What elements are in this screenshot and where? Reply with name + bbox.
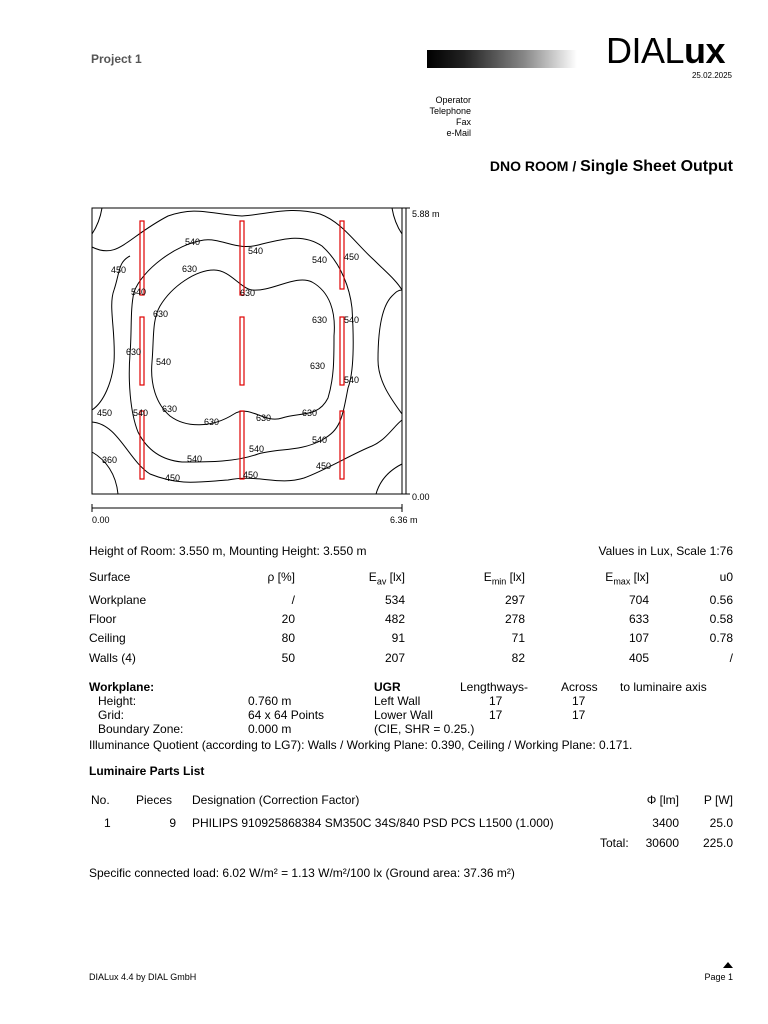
contour-label: 630 <box>162 404 178 414</box>
ugr-left-length: 17 <box>489 694 503 708</box>
parts-heading: Luminaire Parts List <box>89 764 205 778</box>
project-name: Project 1 <box>91 52 142 66</box>
contour-label: 450 <box>344 252 360 262</box>
ugr-lower-length: 17 <box>489 708 503 722</box>
workplane-grid-value: 64 x 64 Points <box>248 708 325 722</box>
contour-label: 450 <box>111 265 127 275</box>
vertical-dimension <box>402 208 410 494</box>
contour-label: 540 <box>344 375 360 385</box>
col-rho: ρ [%] <box>267 570 295 584</box>
contour-label: 630 <box>310 361 326 371</box>
boundary-zone-label: Boundary Zone: <box>98 722 184 736</box>
contour-label: 630 <box>153 309 169 319</box>
surface-name: Floor <box>89 612 117 626</box>
parts-col-power: P [W] <box>703 793 733 807</box>
workplane-grid-label: Grid: <box>98 708 125 722</box>
ugr-lower-across: 17 <box>572 708 586 722</box>
parts-power: 25.0 <box>709 816 733 830</box>
contour-label: 630 <box>182 264 198 274</box>
page-up-arrow-icon[interactable] <box>723 962 733 968</box>
luminaire <box>340 411 344 479</box>
parts-designation: PHILIPS 910925868384 SM350C 34S/840 PSD PCS L1500 (1.000) <box>192 816 554 830</box>
logo-light: DIAL <box>606 30 685 71</box>
parts-pieces: 9 <box>169 816 176 830</box>
contour-label: 450 <box>165 473 181 483</box>
surface-rho: 20 <box>281 612 295 626</box>
contour-label: 450 <box>243 470 259 480</box>
ugr-across: Across <box>561 680 598 694</box>
surface-rho: 80 <box>281 631 295 645</box>
workplane-height-value: 0.760 m <box>248 694 292 708</box>
contour-label: 540 <box>187 454 203 464</box>
ugr-lengthways: Lengthways- <box>460 680 529 694</box>
contour-label: 540 <box>131 287 147 297</box>
title-output: Single Sheet Output <box>580 158 733 175</box>
ugr-cie: (CIE, SHR = 0.25.) <box>374 722 475 736</box>
parts-total-power: 225.0 <box>702 836 733 850</box>
parts-col-designation: Designation (Correction Factor) <box>192 793 360 807</box>
contour-label: 540 <box>133 408 149 418</box>
workplane-heading: Workplane: <box>89 680 155 694</box>
surface-name: Ceiling <box>89 631 126 645</box>
surface-name: Walls (4) <box>89 651 136 665</box>
surface-emin: 71 <box>511 631 525 645</box>
parts-total-flux: 30600 <box>645 836 679 850</box>
page-number: Page 1 <box>704 972 733 982</box>
surface-eav: 534 <box>384 593 405 607</box>
contour-label: 540 <box>248 246 264 256</box>
report-date: 25.02.2025 <box>691 71 732 80</box>
parts-col-no: No. <box>91 793 110 807</box>
parts-flux: 3400 <box>652 816 679 830</box>
contact-fax: Fax <box>455 117 471 127</box>
parts-no: 1 <box>104 816 111 830</box>
contour-label: 630 <box>240 288 256 298</box>
surface-emin: 278 <box>504 612 525 626</box>
workplane-height-label: Height: <box>98 694 137 708</box>
surface-eav: 207 <box>384 651 405 665</box>
contact-telephone: Telephone <box>429 106 471 116</box>
contour-label: 360 <box>102 455 118 465</box>
x-start-label: 0.00 <box>92 515 110 525</box>
ugr-left-wall: Left Wall <box>374 694 421 708</box>
specific-connected-load: Specific connected load: 6.02 W/m² = 1.13 W/m²/100 lx (Ground area: 37.36 m²) <box>89 866 515 880</box>
logo-bold: ux <box>684 30 726 71</box>
ugr-heading: UGR <box>374 680 401 694</box>
surface-u0: / <box>729 651 733 665</box>
surface-rho: / <box>291 593 295 607</box>
surface-u0: 0.58 <box>709 612 733 626</box>
contact-operator: Operator <box>435 95 471 105</box>
y-top-label: 5.88 m <box>412 209 440 219</box>
parts-col-flux: Φ [lm] <box>646 793 679 807</box>
illuminance-quotient: Illuminance Quotient (according to LG7): Walls / Working Plane: 0.390, Ceiling / Working Plane: 0.171. <box>89 738 633 752</box>
surface-emax: 405 <box>628 651 649 665</box>
contour-label: 630 <box>126 347 142 357</box>
col-emax: $E_{max}$ [lx] <box>605 570 649 587</box>
col-u0: u0 <box>719 570 733 584</box>
contour-label: 630 <box>302 408 318 418</box>
contour-label: 630 <box>312 315 328 325</box>
contour-label: 450 <box>97 408 113 418</box>
col-surface: Surface <box>89 570 131 584</box>
contour-label: 540 <box>312 435 328 445</box>
surface-emin: 82 <box>511 651 525 665</box>
surface-name: Workplane <box>89 593 147 607</box>
contour-label: 540 <box>185 237 201 247</box>
contour-label: 630 <box>256 413 272 423</box>
contour-label: 630 <box>204 417 220 427</box>
y-bottom-label: 0.00 <box>412 492 430 502</box>
col-eav: $E_{av}$ [lx] <box>368 570 405 587</box>
horizontal-dimension <box>92 504 402 512</box>
ugr-axis: to luminaire axis <box>620 680 707 694</box>
title-room: DNO ROOM / <box>489 158 581 174</box>
surface-emin: 297 <box>504 593 525 607</box>
contour-label: 540 <box>156 357 172 367</box>
luminaire <box>240 411 244 479</box>
contour-label: 540 <box>312 255 328 265</box>
surface-emax: 704 <box>628 593 649 607</box>
col-emin: $E_{min}$ [lx] <box>483 570 525 587</box>
room-height-info: Height of Room: 3.550 m, Mounting Height: 3.550 m <box>89 544 367 558</box>
contour-label: 540 <box>344 315 360 325</box>
surface-emax: 107 <box>628 631 649 645</box>
surface-rho: 50 <box>281 651 295 665</box>
parts-total-label: Total: <box>600 836 629 850</box>
surface-u0: 0.78 <box>709 631 733 645</box>
boundary-zone-value: 0.000 m <box>248 722 292 736</box>
contact-email: e-Mail <box>446 128 471 138</box>
footer-software: DIALux 4.4 by DIAL GmbH <box>89 972 197 982</box>
surface-eav: 482 <box>384 612 405 626</box>
scale-info: Values in Lux, Scale 1:76 <box>598 544 733 558</box>
surface-u0: 0.56 <box>709 593 733 607</box>
luminaire <box>240 317 244 385</box>
ugr-lower-wall: Lower Wall <box>374 708 433 722</box>
surface-emax: 633 <box>628 612 649 626</box>
contour-label: 450 <box>316 461 332 471</box>
x-end-label: 6.36 m <box>390 515 418 525</box>
ugr-left-across: 17 <box>572 694 586 708</box>
surface-eav: 91 <box>391 631 405 645</box>
parts-col-pieces: Pieces <box>136 793 173 807</box>
contour-label: 540 <box>249 444 265 454</box>
